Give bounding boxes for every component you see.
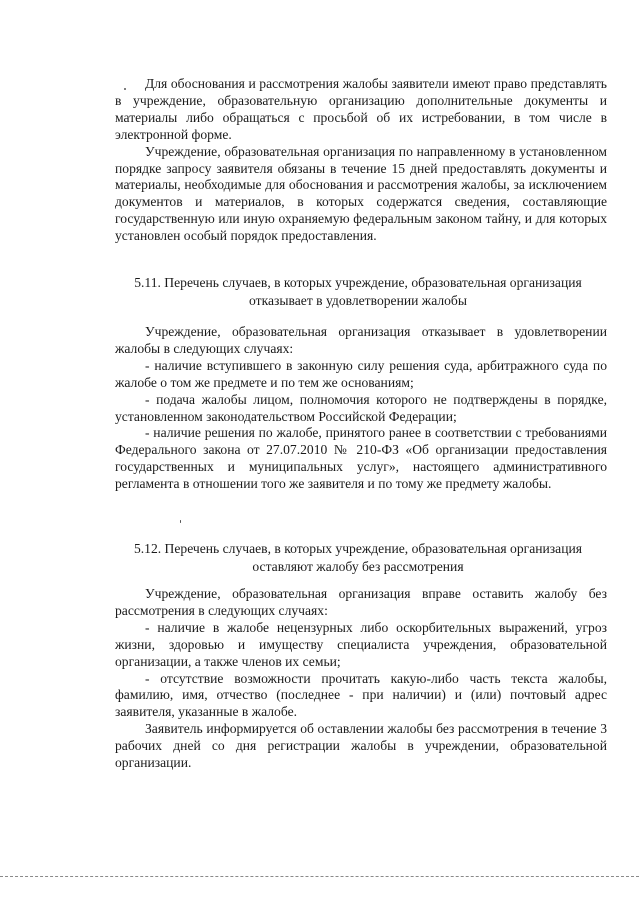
intro-paragraph: Учреждение, образовательная организация по направленному в установленном порядке запросу заявителя обязаны в течение 15 дней предоставлять документы и материалы, необходимые для обоснования и рассмотрения жалобы, за исключением документов и материалов, в которых содержатся сведения, составляющие государственную или иную охраняемую федеральным законом тайну, и для которых установлен особый порядок предоставления. bbox=[115, 143, 607, 244]
intro-paragraph: Для обоснования и рассмотрения жалобы заявители имеют право представлять в учреждение, образовательную организацию дополнительные документы и материалы либо обращаться с просьбой об их истребовании, в том числе в электронной форме. bbox=[115, 76, 607, 142]
page-bottom-divider bbox=[0, 876, 639, 877]
section-heading-line: 5.12. Перечень случаев, в которых учреждение, образовательная организация bbox=[133, 541, 583, 556]
intro-block bbox=[115, 76, 607, 245]
list-item: - наличие вступившего в законную силу решения суда, арбитражного суда по жалобе о том же предмете и по тем же основаниям; bbox=[115, 357, 607, 390]
list-item: - подача жалобы лицом, полномочия которого не подтверждены в порядке, установленном законодательством Российской Федерации; bbox=[115, 391, 607, 424]
section-heading-line: оставляют жалобу без рассмотрения bbox=[252, 559, 464, 574]
section-paragraph: Заявитель информируется об оставлении жалобы без рассмотрения в течение 3 рабочих дней со дня регистрации жалобы в учреждении, образовательной организации. bbox=[115, 721, 607, 771]
section-paragraph: Учреждение, образовательная организация вправе оставить жалобу без рассмотрения в следующих случаях: bbox=[115, 586, 607, 618]
list-item: - наличие решения по жалобе, принятого ранее в соответствии с требованиями Федерального закона от 27.07.2010 № 210-ФЗ «Об организации предоставления государственных и муниципальных услуг», настоящего административного регламента в отношении того же заявителя и по тому же предмету жалобы. bbox=[115, 425, 607, 492]
section-heading-line: 5.11. Перечень случаев, в которых учреждение, образовательная организация bbox=[134, 275, 582, 290]
section-paragraph: Учреждение, образовательная организация отказывает в удовлетворении жалобы в следующих случаях: bbox=[115, 324, 607, 356]
section-512-body bbox=[115, 586, 607, 772]
section-511-body bbox=[115, 324, 607, 493]
section-512-heading bbox=[108, 540, 608, 576]
scan-speck bbox=[180, 520, 181, 523]
list-item: - отсутствие возможности прочитать какую-либо часть текста жалобы, фамилию, имя, отчество (последнее - при наличии) и (или) почтовый адрес заявителя, указанные в жалобе. bbox=[115, 670, 607, 720]
section-heading-line: отказывает в удовлетворении жалобы bbox=[249, 293, 467, 308]
list-item: - наличие в жалобе нецензурных либо оскорбительных выражений, угроз жизни, здоровью и имуществу специалиста учреждения, образовательной организации, а также членов их семьи; bbox=[115, 619, 607, 669]
section-511-heading bbox=[108, 274, 608, 310]
